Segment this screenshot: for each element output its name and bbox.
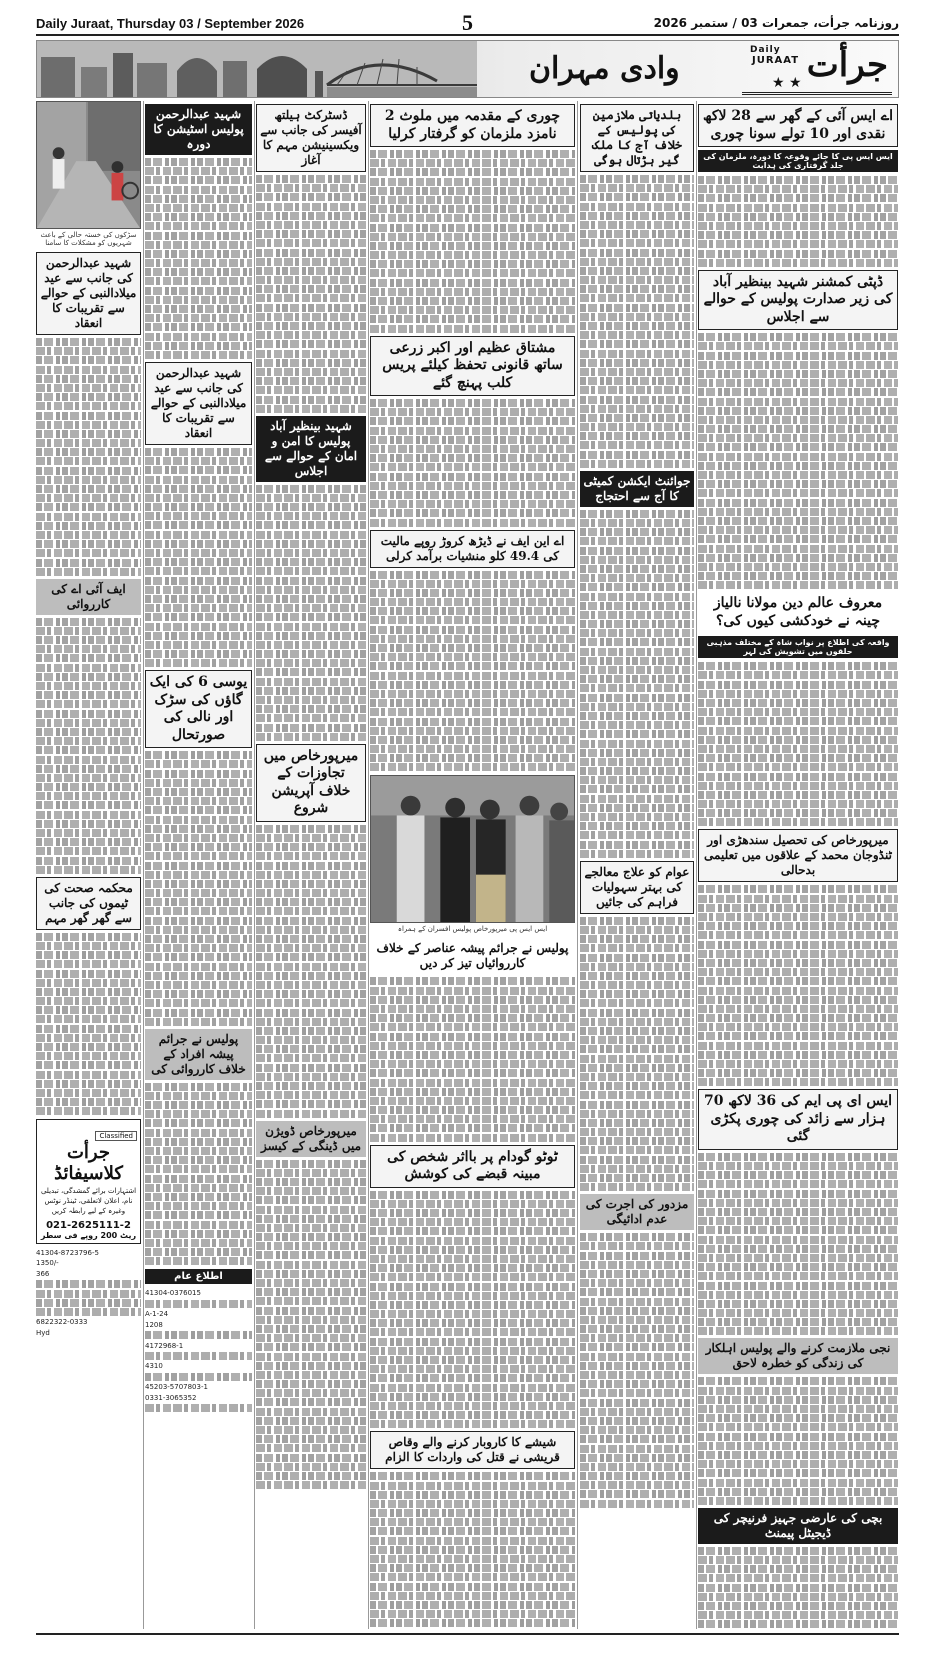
article-body [36, 933, 141, 1116]
headline: شہید عبدالرحمن کی جانب سے عید میلادالنبی کے حوالے سے تقریبات کا انعقاد [145, 362, 252, 445]
article-body [698, 885, 898, 1086]
column-1 [36, 101, 141, 1629]
headline: یوسی 6 کی ایک گاؤں کی سڑک اور نالی کی صورتحال [145, 670, 252, 748]
headline: پولیس نے جرائم پیشہ افراد کے خلاف کارروائی کی [145, 1029, 252, 1080]
headline: میرپورخاص کی تحصیل سندھڑی اور ٹنڈوجان محمد کے علاقوں میں تعلیمی بدحالی [698, 829, 898, 882]
masthead-urdu: جرأت [806, 45, 888, 85]
notice-line: 45203-5707803-1 [145, 1383, 208, 1392]
public-notice-title: اطلاع عام [145, 1269, 252, 1284]
subheadline: ایس ایس پی کا جائے وقوعہ کا دورہ، ملزمان کی جلد گرفتاری کی ہدایت [698, 150, 898, 172]
column-rule [254, 101, 255, 1629]
article-body [145, 1083, 252, 1266]
article-body [698, 662, 898, 826]
headline: چوری کے مقدمہ میں ملوث 2 نامزد ملزمان کو گرفتار کرلیا [370, 104, 575, 147]
masthead-logo [742, 43, 892, 95]
article-body [698, 333, 898, 589]
headline: ڈسٹرکٹ ہیلتھ آفیسر کی جانب سے ویکسینیشن مہم کا آغاز [256, 104, 366, 172]
notice-line: 366 [36, 1269, 50, 1278]
headline: بلدیاتی ملازمین کی پولیس کے خلاف آج کا ملک گیر ہڑتال ہوگی [580, 104, 694, 172]
headline: معروف عالم دین مولانا نالیاز چینہ نے خودکشی کیوں کی؟ [713, 595, 883, 629]
article-body [580, 510, 694, 858]
article-body [580, 1233, 694, 1507]
article-body [370, 571, 575, 772]
page-number: 5 [462, 10, 473, 35]
headline: شہید عبدالرحمن پولیس اسٹیشن کا دورہ [145, 104, 252, 155]
masthead-english: JURAAT [752, 55, 800, 66]
article-body [580, 917, 694, 1191]
notice-line: Hyd [36, 1328, 50, 1337]
headline: ڈپٹی کمشنر شہید بینظیر آباد کی زیر صدارت پولیس کے حوالے سے اجلاس [698, 270, 898, 331]
article-body [370, 977, 575, 1141]
article-body [370, 1191, 575, 1429]
article-body [256, 825, 366, 1118]
classified-rate: ریٹ 200 روپے فی سطر [40, 1230, 137, 1240]
article-body [370, 150, 575, 333]
photo-caption: ایس ایس پی میرپورخاص پولیس افسران کے ہمراہ [397, 925, 548, 934]
photo-illustration [371, 776, 574, 922]
article-body [36, 338, 141, 576]
headline: بچی کی عارضی جہیز فرنیچر کی ڈیجیٹل پیمنٹ [698, 1508, 898, 1544]
notice-line: 6822322-0333 [36, 1318, 88, 1327]
section-banner [36, 40, 899, 98]
column-4 [370, 101, 575, 1629]
footer-rule [36, 1633, 899, 1635]
headline: عوام کو علاج معالجے کی بہتر سہولیات فراہم کی جائیں [580, 861, 694, 914]
headline: ٹوٹو گودام پر بااثر شخص کی مبینہ قبضے کی کوشش [370, 1145, 575, 1188]
column-rule [143, 101, 144, 1629]
headline: مشتاق عظیم اور اکبر زرعی ساتھ قانونی تحفظ کیلئے پریس کلب پہنچ گئے [370, 336, 575, 397]
headline: اے این ایف نے ڈیڑھ کروڑ روپے مالیت کی 49.4 کلو منشیات برآمد کرلی [370, 530, 575, 568]
notice-line: 41304-8723796-5 [36, 1248, 99, 1257]
star-icons: ★ ★ [772, 75, 802, 91]
headline: نجی ملازمت کرنے والے پولیس اہلکار کی زندگی کو خطرہ لاحق [698, 1338, 898, 1374]
article-body [256, 1160, 366, 1490]
classified-title: جرأت کلاسیفائڈ [54, 1142, 123, 1185]
article-body [256, 485, 366, 741]
headline: مزدور کی اجرت کی عدم ادائیگی [580, 1194, 694, 1230]
notice-line: 41304-0376015 [145, 1289, 201, 1298]
public-notice-list [145, 1288, 252, 1412]
notice-line: 4310 [145, 1362, 163, 1371]
headline: میرپورخاص ڈویژن میں ڈینگی کے کیسز [256, 1121, 366, 1157]
article-body [36, 618, 141, 874]
police-officers-photo [370, 775, 575, 923]
column-rule [577, 101, 578, 1629]
article-body [145, 448, 252, 667]
headline: شہید بینظیر آباد پولیس کا امن و امان کے حوالے سے اجلاس [256, 416, 366, 482]
column-6 [698, 101, 898, 1629]
page-header [36, 10, 899, 36]
classified-text: اشتہارات برائے گمشدگی، تبدیلی نام، اعلان لاتعلقی، ٹینڈر نوٹس وغیرہ کے لیے رابطہ کریں [40, 1187, 137, 1215]
classified-phone: 021-2625111-2 [46, 1219, 131, 1231]
article-body [698, 176, 898, 267]
photo-caption: سڑکوں کی خستہ حالی کے باعث شہریوں کو مشکلات کا سامنا [40, 231, 137, 247]
article-body [370, 1472, 575, 1629]
article-body [698, 1547, 898, 1629]
column-rule [696, 101, 697, 1629]
urdu-date-line: روزنامہ جرأت، جمعرات 03 / ستمبر 2026 [653, 16, 899, 30]
headline: محکمہ صحت کی ٹیموں کی جانب سے گھر گھر مہم [36, 877, 141, 930]
article-body [370, 399, 575, 526]
article-body [698, 1153, 898, 1336]
column-rule [368, 101, 369, 1629]
classified-ad-box [36, 1119, 141, 1243]
article-body [145, 751, 252, 1025]
article-body [698, 1377, 898, 1504]
column-3 [256, 101, 366, 1629]
photo-illustration [37, 102, 140, 228]
notice-line: 0331-3065352 [145, 1393, 197, 1402]
article-body [580, 175, 694, 468]
subheadline: واقعہ کی اطلاع پر نواب شاہ کے مختلف مذہبی حلقوں میں تشویش کی لہر [698, 636, 898, 658]
street-photo [36, 101, 141, 229]
headline: شیشے کا کاروبار کرنے والے وقاص قریشی نے قتل کی واردات کا الزام [370, 1431, 575, 1469]
article-body [256, 175, 366, 413]
headline: جوائنٹ ایکشن کمیٹی کا آج سے احتجاج [580, 471, 694, 507]
classified-tag: Classified [95, 1131, 137, 1141]
notice-line: 1208 [145, 1320, 163, 1329]
column-2 [145, 101, 252, 1629]
masthead-daily: Daily [750, 45, 781, 55]
headline: اے ایس آئی کے گھر سے 28 لاکھ نقدی اور 10 تولے سونا چوری [698, 104, 898, 147]
headline: ایس ای پی ایم کی 36 لاکھ 70 ہزار سے زائد کی چوری پکڑی گئی [698, 1089, 898, 1150]
notice-line: A-1-24 [145, 1310, 169, 1319]
skyline-illustration [37, 41, 477, 98]
headline: میرپورخاص میں تجاوزات کے خلاف آپریشن شروع [256, 744, 366, 822]
notice-numbers [36, 1248, 141, 1338]
headline: شہید عبدالرحمن کی جانب سے عید میلادالنبی کے حوالے سے تقریبات کا انعقاد [36, 252, 141, 335]
english-date-line: Daily Juraat, Thursday 03 / September 2026 [36, 16, 305, 31]
article-body [145, 158, 252, 359]
section-title: وادی مہران [529, 51, 680, 86]
notice-line: 1350/- [36, 1259, 59, 1268]
column-5 [580, 101, 694, 1629]
headline: پولیس نے جرائم پیشہ عناصر کے خلاف کارروائیاں تیز کر دیں [376, 941, 569, 971]
headline: ایف آئی اے کی کارروائی [36, 579, 141, 615]
notice-line: 4172968-1 [145, 1341, 184, 1350]
